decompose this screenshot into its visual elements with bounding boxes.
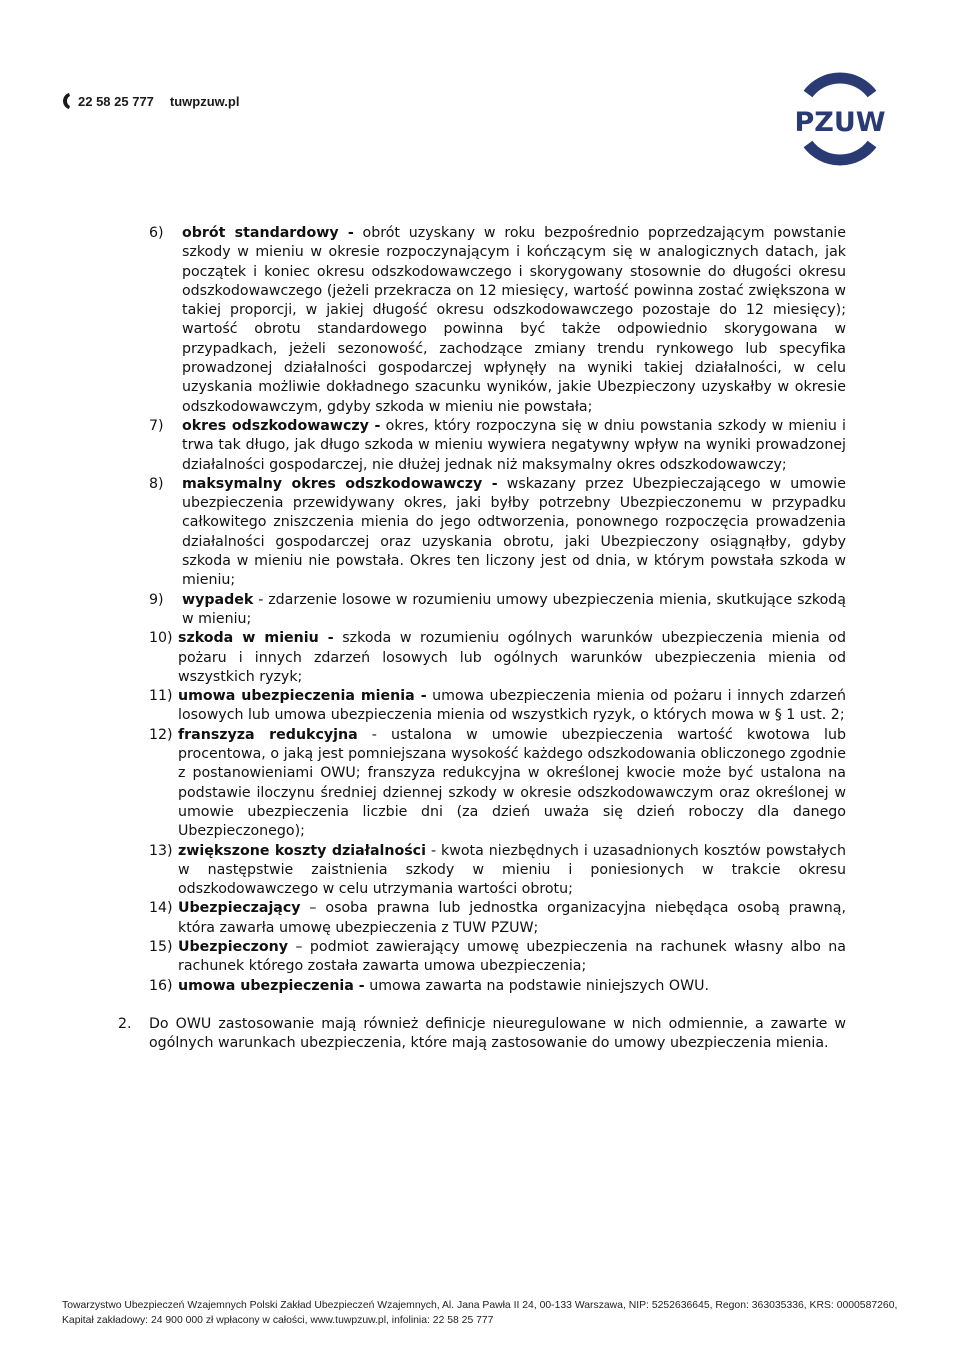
definition-body — [178, 629, 846, 687]
definition-text: wskazany przez Ubezpieczającego w umowie ubezpieczenia przewidywany okres, jaki byłby potrzebny Ubezpieczonemu w przypadku całkowitego zniszczenia mienia do jego odtworzenia, ponownego rozpoczęcia prowadzenia działalności gospodarczej oraz uzyskania obrotu, jaki Ubezpieczony osiągnąłby, gdyby szkoda w mieniu nie powstała. Okres ten liczony jest od dnia, w którym powstała szkoda w mieniu; — [182, 475, 846, 589]
definition-body — [182, 475, 846, 591]
definition-text: – osoba prawna lub jednostka organizacyjna niebędąca osobą prawną, która zawarła umowę ubezpieczenia z TUW PZUW; — [178, 900, 846, 936]
definition-body — [178, 726, 846, 842]
footer-line-1: Towarzystwo Ubezpieczeń Wzajemnych Polski Zakład Ubezpieczeń Wzajemnych, Al. Jana Pawła II 24, 00-133 Warszawa, NIP: 5252636645, Regon: 363035336, KRS: 0000587260, — [62, 1300, 898, 1311]
section-2 — [118, 1015, 846, 1054]
definition-term: Ubezpieczający — [178, 900, 301, 917]
definition-term: obrót standardowy - — [182, 225, 354, 241]
definition-body — [178, 977, 846, 996]
definition-body — [178, 687, 846, 726]
header-website[interactable]: tuwpzuw.pl — [169, 93, 240, 109]
definition-text: umowa ubezpieczenia mienia od pożaru i innych zdarzeń losowych lub umowa ubezpieczenia mienia od wszystkich ryzyk, o których mowa w § 1 ust. 2; — [178, 688, 846, 724]
definition-item — [118, 417, 846, 475]
definition-text: szkoda w rozumieniu ogólnych warunków ubezpieczenia mienia od pożaru i innych zdarzeń losowych lub ogólnych warunków ubezpieczenia mienia od wszystkich ryzyk; — [178, 630, 846, 685]
footer-line-2: Kapitał zakładowy: 24 900 000 zł wpłacony w całości, www.tuwpzuw.pl, infolinia: 22 58 25 777 — [62, 1315, 494, 1326]
definition-item — [118, 591, 846, 630]
definition-number: 14) — [149, 900, 173, 917]
definition-item — [118, 899, 846, 938]
definition-item — [118, 629, 846, 687]
definition-body — [178, 938, 846, 977]
definition-number: 11) — [149, 688, 173, 705]
definition-item — [118, 475, 846, 591]
definition-item — [118, 687, 846, 726]
pzuw-logo — [790, 60, 890, 168]
definition-item — [118, 224, 846, 417]
definition-body — [182, 224, 846, 417]
definition-term: szkoda w mieniu - — [178, 630, 334, 647]
definition-number: 7) — [149, 417, 164, 434]
definition-term: maksymalny okres odszkodowawczy - — [182, 475, 498, 492]
definition-term: wypadek — [182, 591, 254, 608]
definition-number: 8) — [149, 475, 164, 492]
definition-number: 15) — [149, 938, 173, 955]
definition-body — [178, 842, 846, 900]
definition-text: – podmiot zawierający umowę ubezpieczenia na rachunek własny albo na rachunek którego została zawarta umowa ubezpieczenia; — [178, 938, 846, 975]
definition-number: 10) — [149, 630, 173, 647]
definition-number: 6) — [149, 225, 164, 241]
definition-text: - kwota niezbędnych i uzasadnionych kosztów powstałych w następstwie zaistnienia szkody w mieniu i poniesionych w trakcie okresu odszkodowawczego w celu utrzymania wartości obrotu; — [178, 842, 846, 898]
definition-number: 13) — [149, 842, 173, 859]
definition-number: 12) — [149, 726, 173, 743]
definition-item — [118, 977, 846, 996]
definition-body — [182, 591, 846, 630]
definition-term: zwiększone koszty działalności — [178, 842, 426, 859]
document-body — [118, 224, 846, 1053]
phone-icon — [62, 92, 72, 110]
definition-term: umowa ubezpieczenia - — [178, 977, 365, 994]
definitions-list — [118, 224, 846, 996]
header-phone[interactable]: 22 58 25 777 — [78, 93, 154, 109]
definition-text: okres, który rozpoczyna się w dniu powstania szkody w mieniu i trwa tak długo, jak długo szkoda w mieniu wywiera negatywny wpływ na wyniki prowadzonej działalności gospodarczej, nie dłużej jednak niż maksymalny okres odszkodowawczy; — [182, 417, 847, 473]
definition-item — [118, 938, 846, 977]
footer — [62, 1298, 902, 1328]
section-number: 2. — [118, 1015, 132, 1032]
definition-term: Ubezpieczony — [178, 938, 288, 955]
definition-item — [118, 726, 846, 842]
definition-term: franszyza redukcyjna — [178, 726, 358, 743]
definition-text: obrót uzyskany w roku bezpośrednio poprzedzającym powstanie szkody w mieniu w okresie rozpoczynającym i kończącym się w analogicznych datach, jak początek i koniec okresu odszkodowawczego i skorygowany stosownie do długości okresu odszkodowawczego (jeżeli przekracza on 12 miesięcy, wartość powinna zostać zwiększona w takiej proporcji, w jakiej długość okresu odszkodowawczego pozostaje do 12 miesięcy); wartość obrotu standardowego powinna być także odpowiednio skorygowana w przypadkach, jeżeli sezonowość, zachodzące zmiany trendu rynkowego lub specyfika prowadzonej działalności gospodarczej wpłynęły na wyniki takiej działalności, w celu uzyskania możliwie dokładnego szacunku wyników, jakie Ubezpieczony uzyskałby w okresie odszkodowawczym, gdyby szkoda w mieniu nie powstała; — [182, 225, 846, 415]
section-text: Do OWU zastosowanie mają również definicje nieuregulowane w nich odmiennie, a zawarte w ogólnych warunkach ubezpieczenia, które mają zastosowanie do umowy ubezpieczenia mienia. — [149, 1015, 846, 1052]
definition-term: okres odszkodowawczy - — [182, 417, 381, 434]
definition-term: umowa ubezpieczenia mienia - — [178, 688, 427, 705]
definition-body — [182, 417, 846, 475]
definition-body — [178, 899, 846, 938]
logo-text: PZUW — [794, 107, 886, 138]
definition-text: - zdarzenie losowe w rozumieniu umowy ubezpieczenia mienia, skutkujące szkodą w mieniu; — [182, 591, 846, 627]
definition-number: 16) — [149, 977, 173, 994]
definition-number: 9) — [149, 591, 164, 608]
definition-text: umowa zawarta na podstawie niniejszych OWU. — [364, 977, 710, 994]
definition-text: - ustalona w umowie ubezpieczenia wartość kwotowa lub procentowa, o jaką jest pomniejszana wysokość każdego odszkodowania obliczonego zgodnie z postanowieniami OWU; franszyza redukcyjna w określonej kwocie może być ustalona na podstawie iloczynu średniej dziennej szkody w okresie odszkodowawczym oraz określonej w umowie ubezpieczenia liczbie dni (za dzień uważa się dzień roboczy dla danego Ubezpieczonego); — [178, 726, 846, 840]
definition-item — [118, 842, 846, 900]
header-contact — [62, 92, 239, 110]
